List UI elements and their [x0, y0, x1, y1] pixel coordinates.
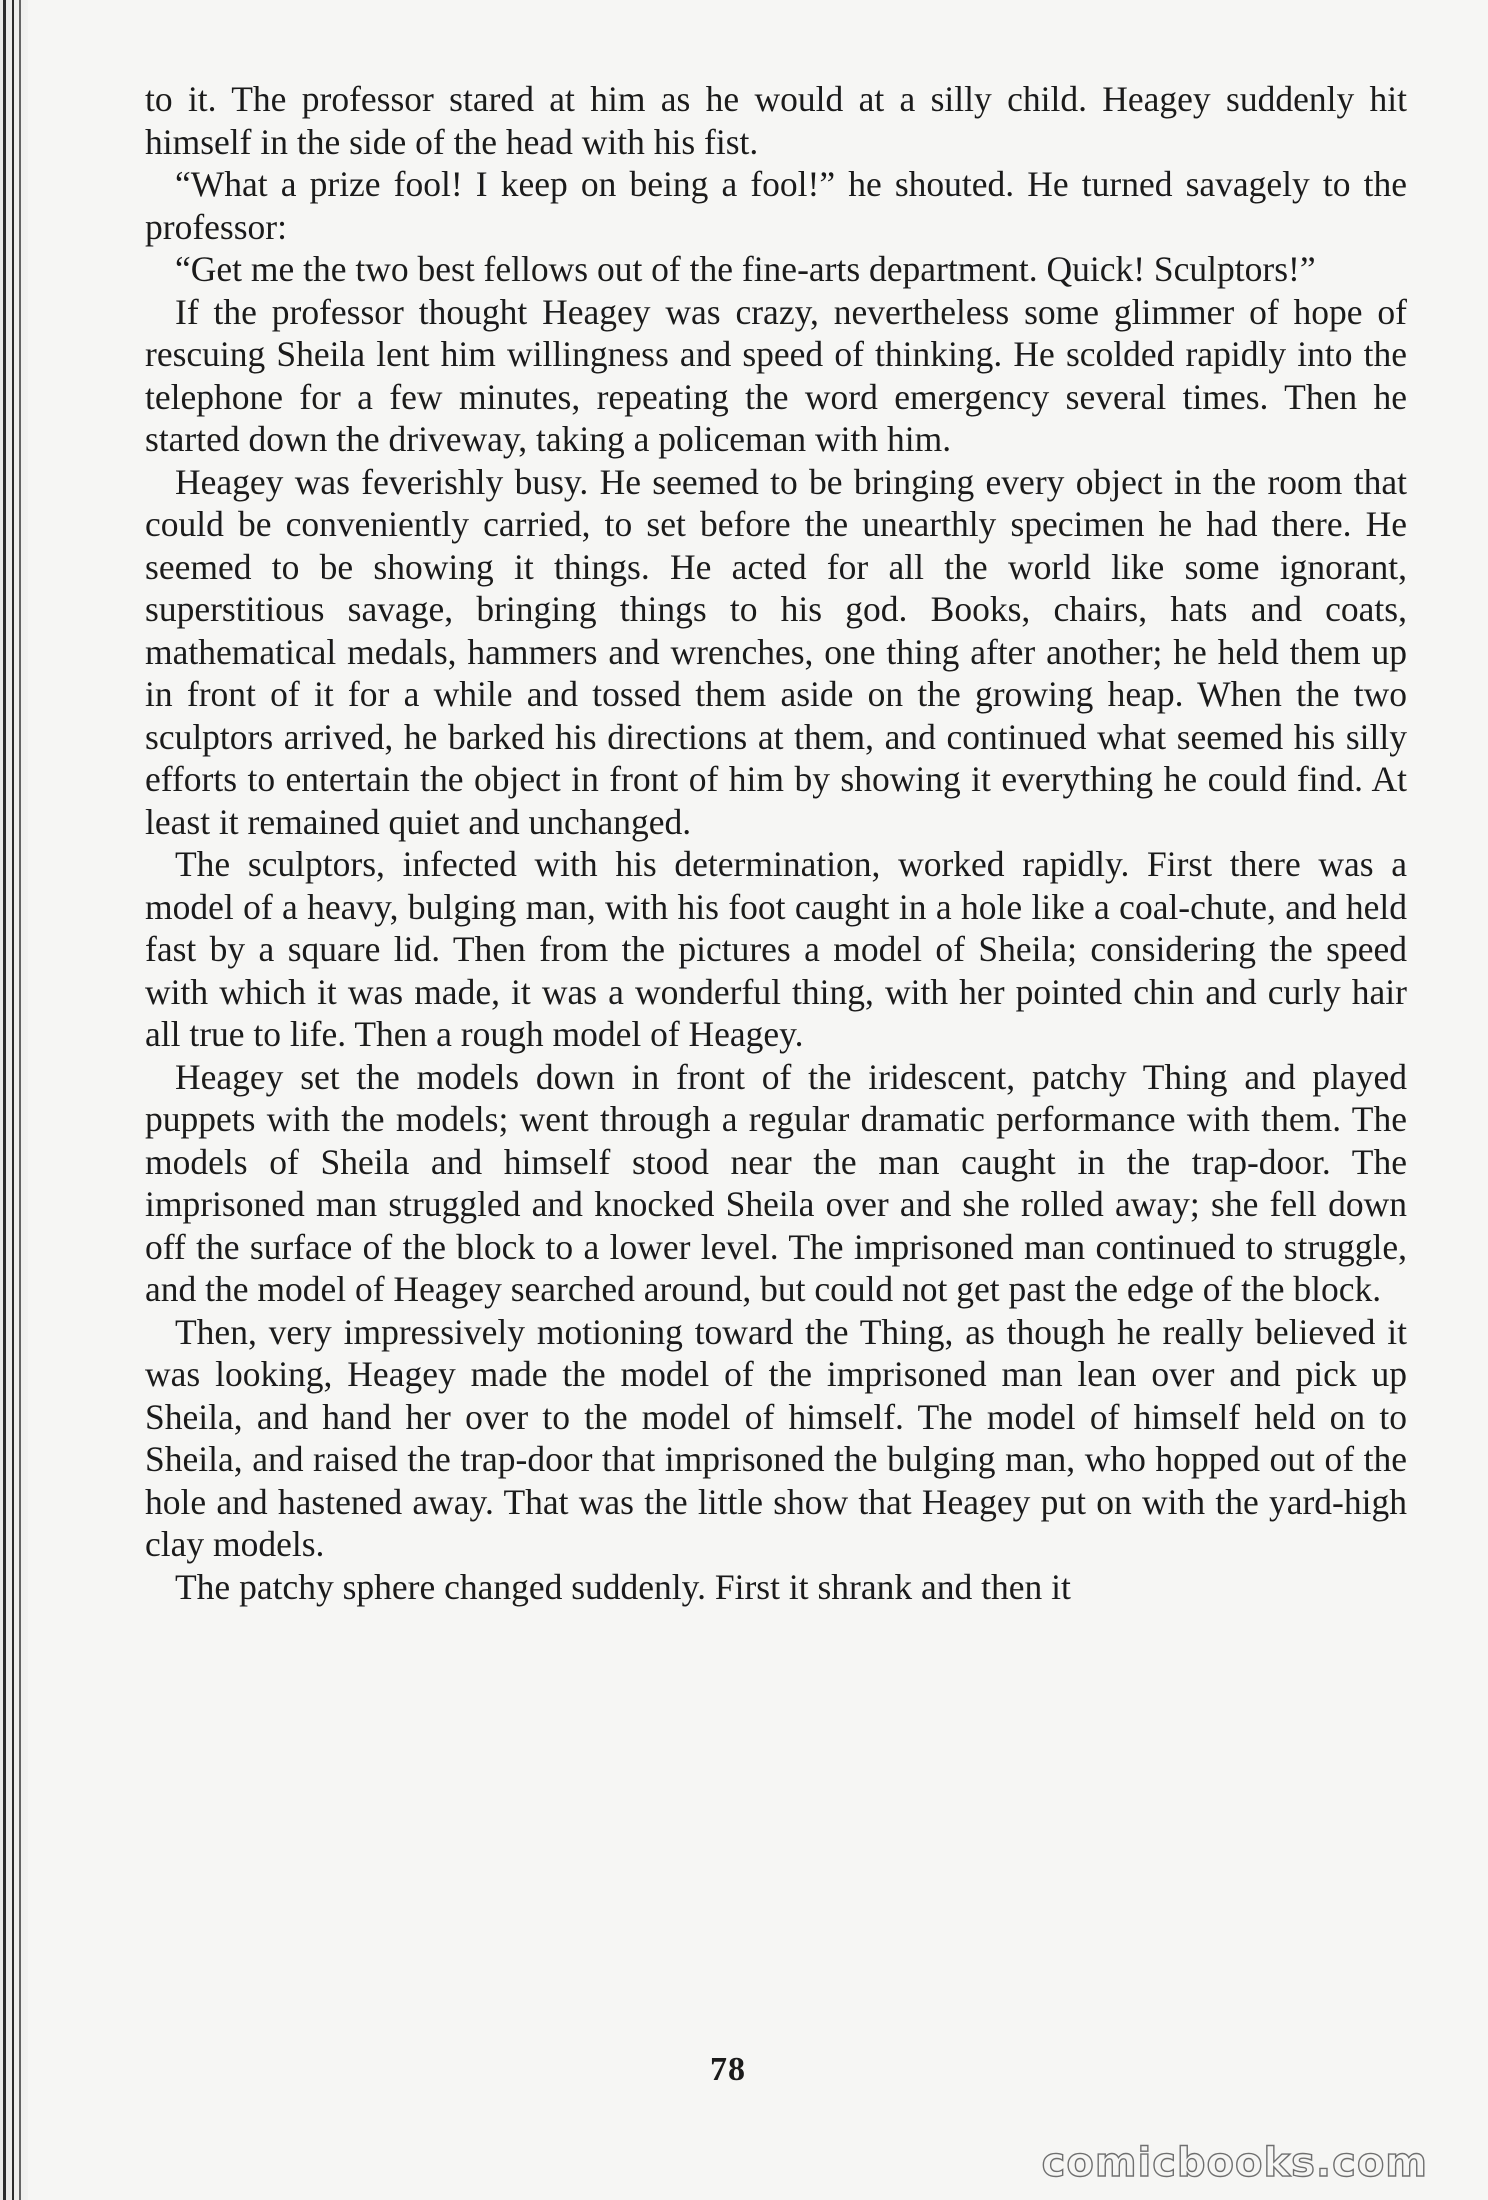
binding-line — [3, 0, 6, 2200]
paragraph: The sculptors, infected with his determination, worked rapidly. First there was a model of a heavy, bulging man, with his foot caught in a hole like a coal-chute, and held fast by a square lid. Then from the pictures a model of Sheila; considering the speed with which it was made, it was a wonderful thing, with her pointed chin and curly hair all true to life. Then a rough model of Heagey. — [145, 844, 1407, 1054]
paragraph: The patchy sphere changed suddenly. First it shrank and then it — [175, 1566, 1071, 1607]
paragraph: Then, very impressively motioning toward the Thing, as though he really believed it was looking, Heagey made the model of the imprisoned man lean over and pick up Sheila, and hand her over to the model of himself. The model of himself held on to Sheila, and raised the trap-door that imprisoned the bulging man, who hopped out of the hole and hastened away. That was the little show that Heagey put on with the yard-high clay models. — [145, 1311, 1407, 1564]
paragraph: “What a prize fool! I keep on being a fool!” he shouted. He turned savagely to the professor: — [145, 164, 1407, 247]
paragraph: If the professor thought Heagey was crazy, nevertheless some glimmer of hope of rescuing Sheila lent him willingness and speed of thinking. He scolded rapidly into the telephone for a few minutes, repeating the word emergency several times. Then he started down the driveway, taking a policeman with him. — [145, 291, 1407, 459]
paragraph: “Get me the two best fellows out of the fine-arts department. Quick! Sculptors!” — [175, 249, 1316, 289]
page-number: 78 — [710, 2051, 746, 2088]
paragraph: Heagey was feverishly busy. He seemed to be bringing every object in the room that could be conveniently carried, to set before the unearthly specimen he had there. He seemed to be showing it things. He acted for all the world like some ignorant, superstitious savage, bringing things to his god. Books, chairs, hats and coats, mathematical medals, hammers and wrenches, one thing after another; he held them up in front of it for a while and tossed them aside on the growing heap. When the two sculptors arrived, he barked his directions at them, and continued what seemed his silly efforts to entertain the object in front of him by showing it everything he could find. At least it remained quiet and unchanged. — [145, 461, 1407, 842]
paragraph: to it. The professor stared at him as he would at a silly child. Heagey suddenly hit himself in the side of the head with his fist. — [145, 79, 1407, 162]
paragraph: Heagey set the models down in front of the iridescent, patchy Thing and played puppets with the models; went through a regular dramatic performance with them. The models of Sheila and himself stood near the man caught in the trap-door. The imprisoned man struggled and knocked Sheila over and she rolled away; she fell down off the surface of the block to a lower level. The imprisoned man continued to struggle, and the model of Heagey searched around, but could not get past the edge of the block. — [145, 1056, 1407, 1309]
page-body-text — [145, 78, 1407, 1608]
binding-line — [12, 0, 14, 2200]
watermark-logo: comicbooks.com — [1041, 2140, 1428, 2186]
binding-line — [19, 0, 21, 2200]
